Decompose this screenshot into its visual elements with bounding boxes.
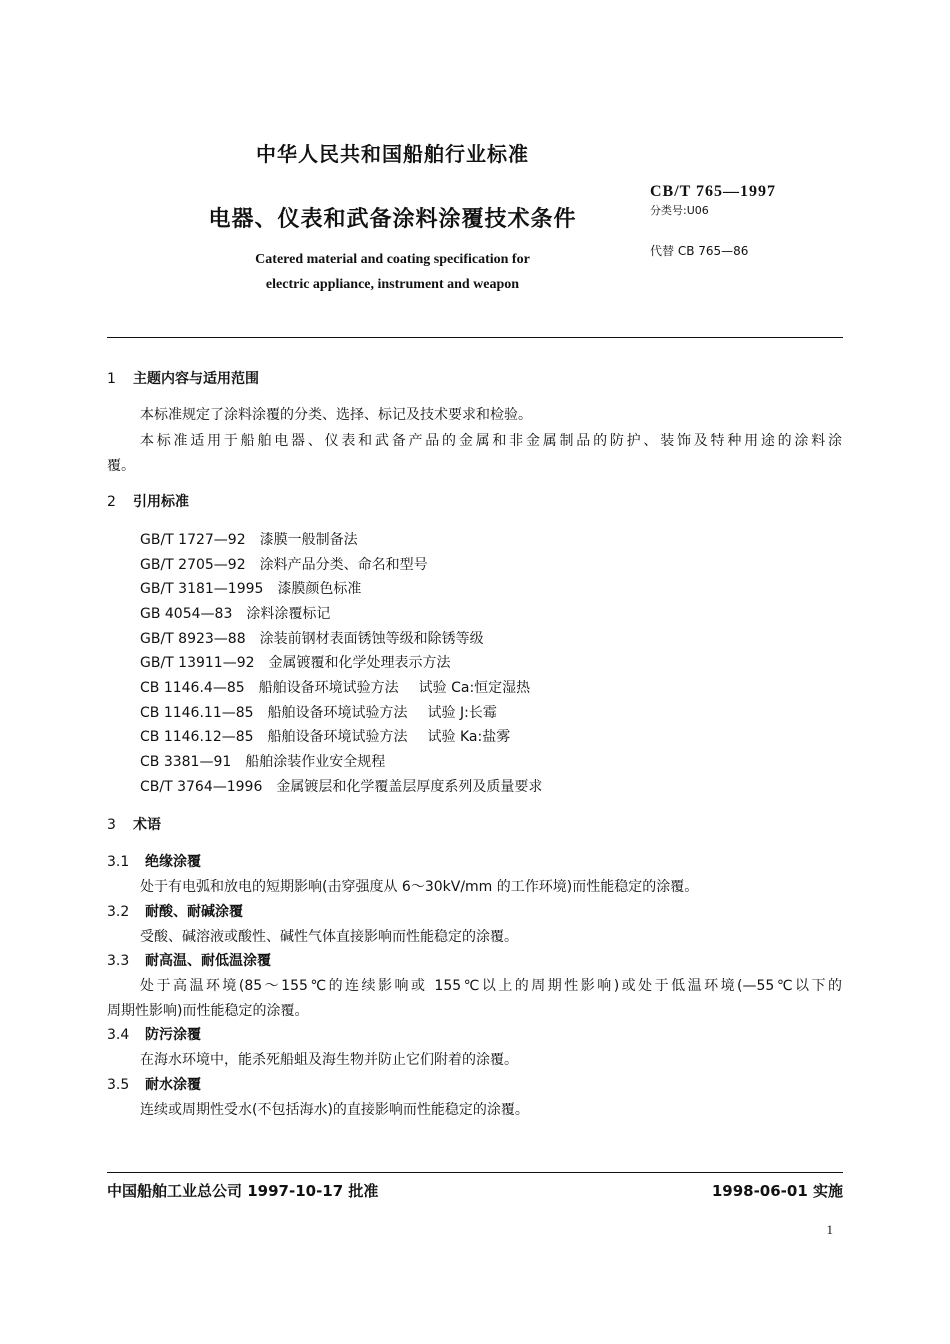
header-title: 中华人民共和国船舶行业标准 — [256, 142, 529, 166]
term-definition: 连续或周期性受水(不包括海水)的直接影响而性能稳定的涂覆。 — [140, 1102, 529, 1118]
reference-name: 金属镀覆和化学处理表示方法 — [268, 655, 451, 671]
reference-code: CB 1146.12—85 — [140, 729, 254, 745]
standard-code: CB/T 765—1997 — [650, 183, 777, 200]
page-number: 1 — [826, 1222, 833, 1237]
reference-item — [140, 726, 510, 746]
reference-item — [140, 652, 451, 672]
section-3-heading — [107, 814, 161, 834]
reference-name: 船舶设备环境试验方法 — [258, 680, 399, 696]
reference-code: GB/T 8923—88 — [140, 631, 246, 647]
reference-item — [140, 554, 428, 574]
term-title: 防污涂覆 — [145, 1027, 201, 1043]
term-heading — [107, 901, 243, 921]
reference-item — [140, 776, 542, 796]
document-title: 电器、仪表和武备涂料涂覆技术条件 — [208, 207, 577, 232]
section-title: 引用标准 — [133, 494, 189, 510]
term-number: 3.4 — [107, 1027, 130, 1043]
reference-item — [140, 677, 530, 697]
section-1-paragraph-1: 本标准规定了涂料涂覆的分类、选择、标记及技术要求和检验。 — [140, 407, 532, 423]
reference-name: 船舶设备环境试验方法 — [267, 729, 408, 745]
english-title-line-2: electric appliance, instrument and weapon — [265, 277, 520, 292]
section-1-paragraph-2-line-2: 覆。 — [107, 458, 135, 474]
term-number: 3.1 — [107, 854, 130, 870]
section-1-heading — [107, 368, 259, 388]
reference-code: GB 4054—83 — [140, 606, 233, 622]
reference-item — [140, 578, 361, 598]
term-definition: 处于有电弧和放电的短期影响(击穿强度从 6～30kV/mm 的工作环境)而性能稳定的涂覆。 — [140, 879, 699, 895]
section-1-paragraph-2-line-1: 本标准适用于船舶电器、仪表和武备产品的金属和非金属制品的防护、装饰及特种用途的涂料涂 — [140, 433, 842, 449]
reference-name: 金属镀层和化学覆盖层厚度系列及质量要求 — [276, 779, 543, 795]
term-number: 3.3 — [107, 953, 130, 969]
term-heading — [107, 1024, 201, 1044]
replaces-standard: 代替 CB 765—86 — [650, 244, 749, 258]
reference-test: 试验 J:长霉 — [427, 705, 497, 721]
reference-name: 涂装前钢材表面锈蚀等级和除锈等级 — [259, 631, 484, 647]
bottom-divider — [107, 1172, 843, 1173]
term-definition-line-2: 周期性影响)而性能稳定的涂覆。 — [107, 1003, 309, 1019]
term-heading — [107, 1074, 201, 1094]
term-heading — [107, 950, 271, 970]
approval-info: 中国船舶工业总公司 1997-10-17 批准 — [107, 1182, 379, 1200]
reference-code: GB/T 2705—92 — [140, 557, 246, 573]
reference-code: GB/T 1727—92 — [140, 532, 246, 548]
reference-test: 试验 Ca:恒定湿热 — [418, 680, 531, 696]
reference-code: CB 1146.4—85 — [140, 680, 245, 696]
section-title: 主题内容与适用范围 — [133, 371, 259, 387]
reference-name: 漆膜一般制备法 — [259, 532, 358, 548]
term-number: 3.5 — [107, 1077, 130, 1093]
term-title: 耐高温、耐低温涂覆 — [145, 953, 271, 969]
term-heading — [107, 851, 201, 871]
reference-name: 船舶涂装作业安全规程 — [245, 754, 386, 770]
term-number: 3.2 — [107, 904, 130, 920]
reference-item — [140, 529, 358, 549]
term-definition: 受酸、碱溶液或酸性、碱性气体直接影响而性能稳定的涂覆。 — [140, 929, 518, 945]
section-number: 2 — [107, 494, 116, 510]
reference-item — [140, 628, 484, 648]
reference-code: CB 1146.11—85 — [140, 705, 254, 721]
reference-item — [140, 702, 497, 722]
term-definition-line-1: 处于高温环境(85～155℃的连续影响或 155℃以上的周期性影响)或处于低温环境(—55℃以下的 — [140, 978, 842, 994]
term-title: 耐水涂覆 — [145, 1077, 201, 1093]
reference-name: 涂料涂覆标记 — [246, 606, 331, 622]
section-number: 1 — [107, 371, 116, 387]
reference-name: 涂料产品分类、命名和型号 — [259, 557, 428, 573]
reference-code: CB 3381—91 — [140, 754, 232, 770]
top-divider — [107, 337, 843, 338]
reference-name: 船舶设备环境试验方法 — [267, 705, 408, 721]
section-title: 术语 — [133, 817, 161, 833]
reference-code: GB/T 3181—1995 — [140, 581, 264, 597]
reference-name: 漆膜颜色标准 — [277, 581, 362, 597]
classification-code: 分类号:U06 — [650, 204, 709, 217]
term-title: 绝缘涂覆 — [145, 854, 201, 870]
reference-code: GB/T 13911—92 — [140, 655, 255, 671]
reference-code: CB/T 3764—1996 — [140, 779, 263, 795]
reference-test: 试验 Ka:盐雾 — [427, 729, 511, 745]
reference-item — [140, 751, 385, 771]
term-title: 耐酸、耐碱涂覆 — [145, 904, 243, 920]
implementation-date: 1998-06-01 实施 — [711, 1182, 843, 1200]
reference-item — [140, 603, 330, 623]
term-definition: 在海水环境中，能杀死船蛆及海生物并防止它们附着的涂覆。 — [140, 1052, 518, 1068]
section-number: 3 — [107, 817, 116, 833]
english-title-line-1: Catered material and coating specification for — [255, 252, 530, 267]
section-2-heading — [107, 491, 189, 511]
